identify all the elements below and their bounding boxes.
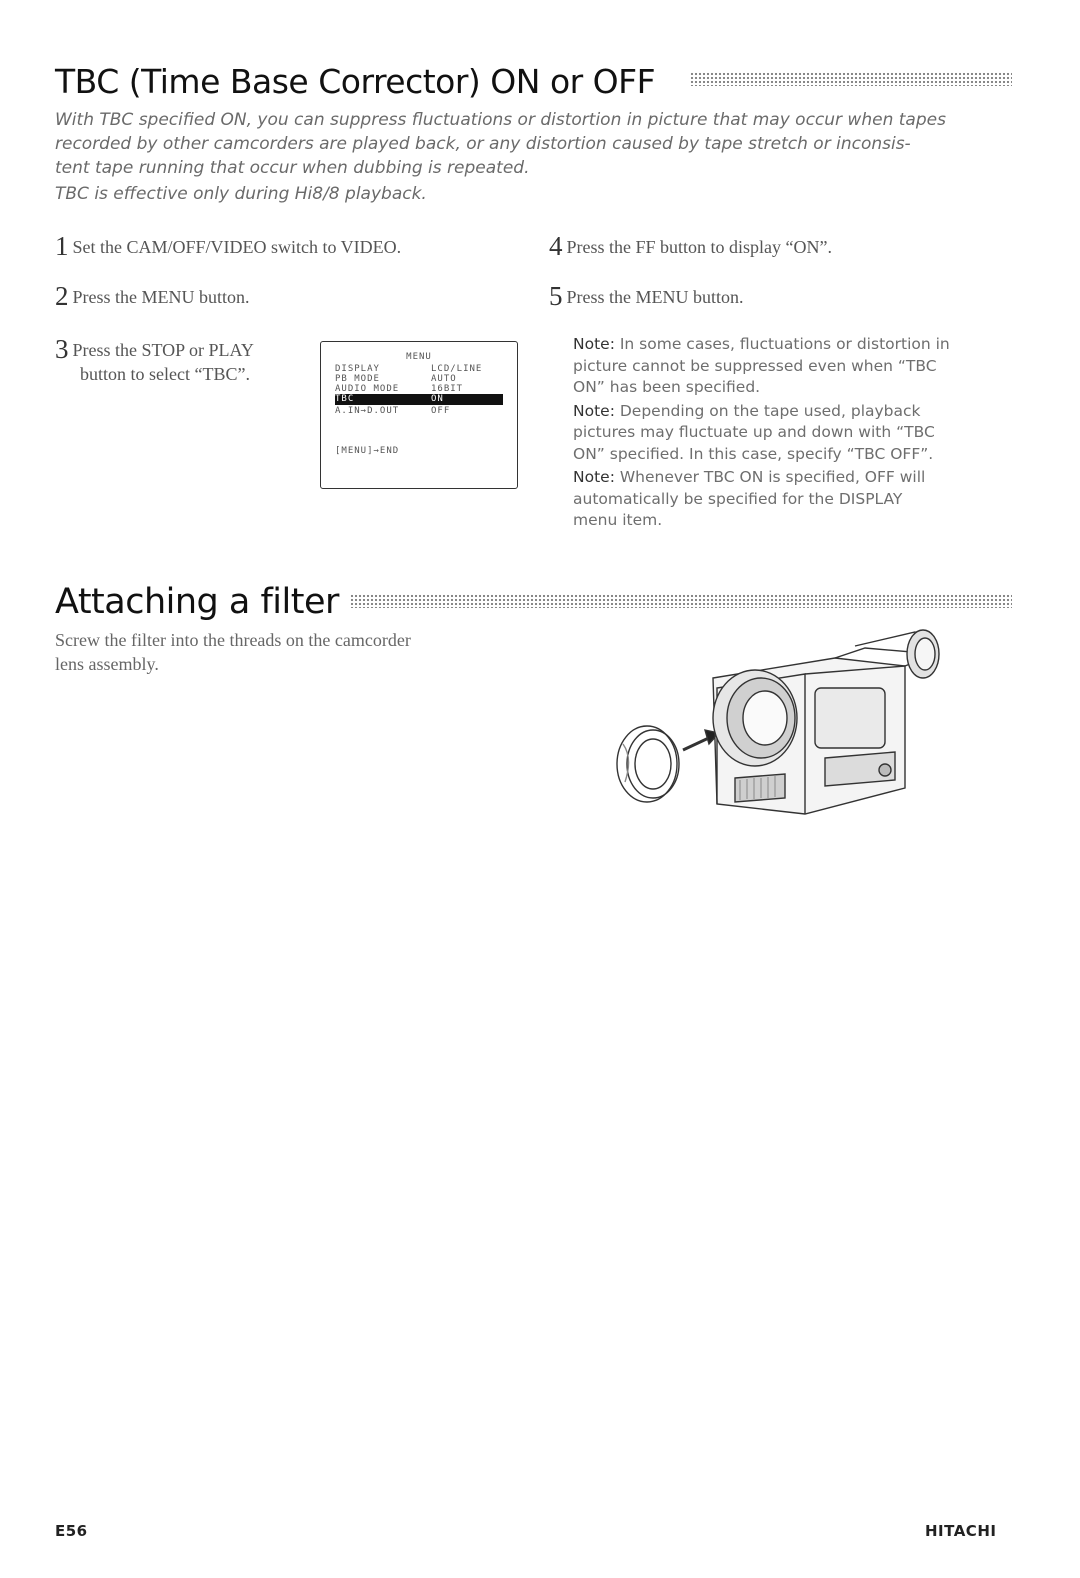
step-3 — [55, 334, 254, 386]
note-line: automatically be specified for the DISPLAY — [573, 489, 903, 508]
filter-dotted-rule — [350, 594, 1012, 608]
filter-text-line: Screw the filter into the threads on the camcorder — [55, 630, 411, 650]
intro-line: recorded by other camcorders are played back, or any distortion caused by tape stretch or inconsis- — [55, 134, 911, 154]
menu-value: 16BIT — [431, 384, 464, 394]
step-number: 4 — [549, 231, 563, 261]
step-number: 2 — [55, 281, 69, 311]
step-text: button to select “TBC”. — [80, 364, 250, 384]
menu-row — [335, 364, 503, 374]
menu-screen — [320, 341, 518, 489]
step-4 — [549, 231, 832, 261]
note-line: pictures may fluctuate up and down with “TBC — [573, 423, 935, 441]
brand-name: HITACHI — [925, 1522, 997, 1540]
step-number: 5 — [549, 281, 563, 311]
note-label: Note: — [573, 468, 615, 486]
menu-row — [335, 406, 503, 416]
menu-item: AUDIO MODE — [335, 384, 400, 394]
menu-item: PB MODE — [335, 374, 380, 384]
menu-value: AUTO — [431, 374, 457, 384]
filter-text-line: lens assembly. — [55, 654, 159, 674]
note-line: In some cases, fluctuations or distortion in — [619, 335, 950, 353]
filter-section-title: Attaching a filter — [55, 582, 339, 622]
step-text: Press the MENU button. — [566, 287, 744, 307]
menu-row — [335, 384, 503, 394]
note-line: menu item. — [573, 511, 663, 529]
menu-value: ON — [431, 394, 444, 404]
intro-line: tent tape running that occur when dubbing is repeated. — [55, 158, 530, 178]
camcorder-filter-illustration — [605, 618, 975, 828]
camcorder-icon — [713, 630, 939, 814]
menu-footer: [MENU]→END — [335, 446, 400, 456]
step-text: Press the MENU button. — [72, 287, 250, 307]
menu-item: TBC — [335, 394, 355, 404]
tbc-section-title: TBC (Time Base Corrector) ON or OFF — [55, 62, 656, 101]
arrow-icon — [683, 730, 719, 750]
step-2 — [55, 281, 250, 311]
page-number: E56 — [55, 1522, 88, 1540]
step-number: 1 — [55, 231, 69, 261]
note-line: Whenever TBC ON is specified, OFF will — [619, 468, 926, 486]
step-number: 3 — [55, 334, 69, 364]
note-line: ON” specified. In this case, specify “TBC OFF”. — [573, 444, 934, 463]
menu-value: OFF — [431, 406, 451, 416]
filter-ring-icon — [617, 726, 679, 802]
note-1 — [573, 334, 993, 399]
note-3 — [573, 467, 993, 532]
notes-block — [573, 334, 993, 532]
step-text: Press the STOP or PLAY — [72, 340, 254, 360]
menu-title: MENU — [406, 352, 432, 362]
note-line: picture cannot be suppressed even when “TBC — [573, 356, 937, 375]
note-line: Depending on the tape used, playback — [619, 401, 921, 420]
note-label: Note: — [573, 335, 615, 353]
menu-item: DISPLAY — [335, 364, 380, 374]
note-label: Note: — [573, 401, 615, 420]
note-line: ON” has been specified. — [573, 378, 761, 396]
title-dotted-rule — [690, 72, 1012, 86]
menu-row-selected — [335, 394, 503, 405]
menu-item: A.IN→D.OUT — [335, 406, 400, 416]
note-2 — [573, 401, 993, 466]
intro-line: With TBC specified ON, you can suppress fluctuations or distortion in picture that may occur when tapes — [55, 110, 946, 130]
step-5 — [549, 281, 744, 311]
intro-note: TBC is effective only during Hi8/8 playback. — [55, 184, 427, 204]
menu-row — [335, 374, 503, 384]
step-text: Set the CAM/OFF/VIDEO switch to VIDEO. — [72, 237, 402, 257]
step-text: Press the FF button to display “ON”. — [566, 237, 832, 257]
filter-instruction — [55, 628, 411, 676]
step-1 — [55, 231, 402, 261]
tbc-intro — [55, 108, 1015, 206]
menu-value: LCD/LINE — [431, 364, 483, 374]
